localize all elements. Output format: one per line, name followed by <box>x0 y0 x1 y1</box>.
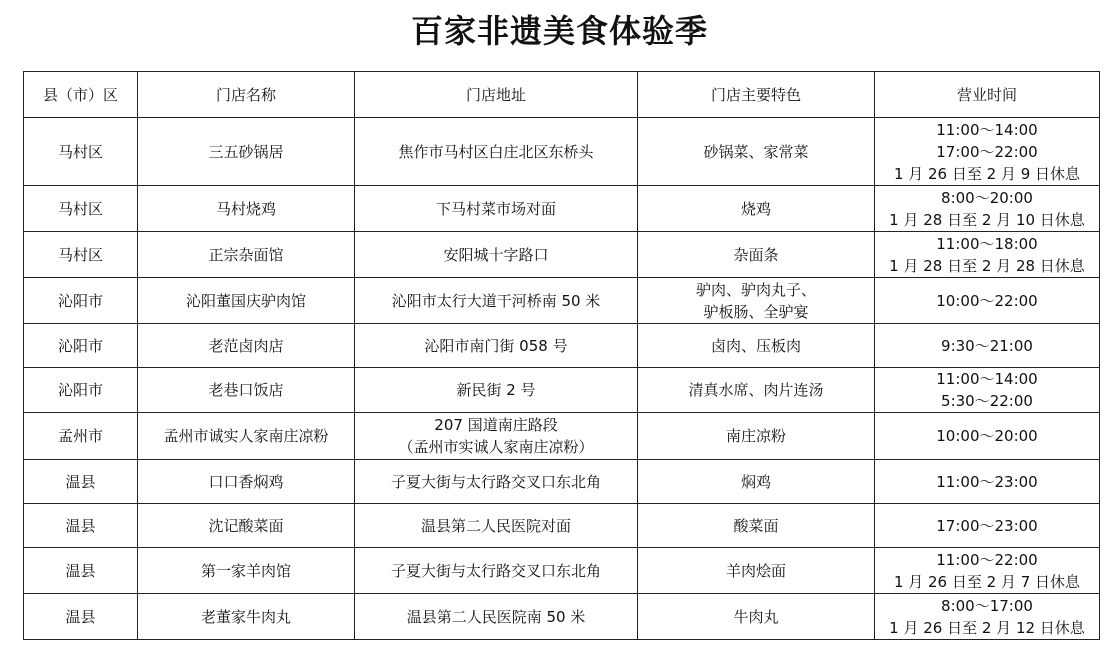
cell-address-line: 温县第二人民医院南 50 米 <box>406 607 586 626</box>
table-row <box>24 278 1100 324</box>
cell-address-line: 沁阳市太行大道干河桥南 50 米 <box>391 291 601 310</box>
table-row <box>24 504 1100 548</box>
cell-hours <box>875 118 1100 186</box>
table-row <box>24 413 1100 460</box>
header-address: 门店地址 <box>355 72 638 118</box>
table-row <box>24 324 1100 368</box>
cell-address <box>355 278 638 324</box>
table-body <box>24 118 1100 640</box>
cell-hours-line: 1 月 26 日至 2 月 9 日休息 <box>893 164 1081 183</box>
cell-address-line: 安阳城十字路口 <box>443 245 549 264</box>
cell-address-line: 207 国道南庄路段 <box>434 416 558 434</box>
cell-hours-line: 11:00～22:00 <box>936 550 1038 569</box>
cell-district: 沁阳市 <box>24 324 138 368</box>
cell-address <box>355 594 638 640</box>
cell-address <box>355 118 638 186</box>
cell-hours-line: 1 月 26 日至 2 月 7 日休息 <box>893 572 1081 591</box>
cell-store-name: 第一家羊肉馆 <box>138 548 355 594</box>
page-title: 百家非遗美食体验季 <box>410 12 708 50</box>
table-row <box>24 368 1100 413</box>
cell-feature <box>638 504 875 548</box>
cell-feature-line: 南庄凉粉 <box>725 427 786 445</box>
cell-hours-line: 1 月 28 日至 2 月 10 日休息 <box>889 210 1085 229</box>
cell-hours <box>875 504 1100 548</box>
cell-hours-line: 11:00～23:00 <box>936 472 1038 491</box>
cell-feature-line: 驴板肠、全驴宴 <box>703 302 809 321</box>
cell-address <box>355 186 638 232</box>
cell-hours-line: 9:30～21:00 <box>941 336 1033 355</box>
cell-address <box>355 548 638 594</box>
restaurant-table <box>23 71 1100 640</box>
cell-address-line: 下马村菜市场对面 <box>435 199 556 218</box>
cell-district: 温县 <box>24 460 138 504</box>
cell-address <box>355 324 638 368</box>
table-row <box>24 548 1100 594</box>
cell-feature-line: 牛肉丸 <box>733 607 779 626</box>
cell-district: 马村区 <box>24 186 138 232</box>
cell-address <box>355 460 638 504</box>
cell-address <box>355 413 638 460</box>
cell-address-line: 温县第二人民医院对面 <box>420 516 571 535</box>
header-hours: 营业时间 <box>875 72 1100 118</box>
cell-feature-line: 酸菜面 <box>733 516 779 535</box>
header-feature: 门店主要特色 <box>638 72 875 118</box>
cell-hours-line: 8:00～20:00 <box>941 188 1033 207</box>
cell-feature-line: 砂锅菜、家常菜 <box>703 142 809 161</box>
cell-feature <box>638 118 875 186</box>
cell-feature-line: 羊肉烩面 <box>725 561 786 580</box>
cell-hours <box>875 368 1100 413</box>
cell-feature-line: 焖鸡 <box>740 472 771 491</box>
cell-feature <box>638 413 875 460</box>
cell-feature <box>638 368 875 413</box>
cell-hours <box>875 594 1100 640</box>
cell-feature <box>638 186 875 232</box>
cell-address-line: 子夏大街与太行路交叉口东北角 <box>390 472 601 491</box>
table-row <box>24 186 1100 232</box>
cell-feature <box>638 232 875 278</box>
table-row <box>24 594 1100 640</box>
cell-address-line: （孟州市实诚人家南庄凉粉） <box>398 438 594 456</box>
cell-address-line: 新民街 2 号 <box>456 381 536 399</box>
cell-hours <box>875 548 1100 594</box>
cell-store-name: 沈记酸菜面 <box>138 504 355 548</box>
cell-feature-line: 烧鸡 <box>740 199 771 218</box>
cell-feature <box>638 548 875 594</box>
cell-address-line: 焦作市马村区白庄北区东桥头 <box>398 142 594 161</box>
cell-address <box>355 504 638 548</box>
cell-hours <box>875 324 1100 368</box>
cell-store-name: 老董家牛肉丸 <box>138 594 355 640</box>
cell-store-name: 三五砂锅居 <box>138 118 355 186</box>
cell-hours-line: 11:00～14:00 <box>936 120 1038 139</box>
cell-hours-line: 1 月 28 日至 2 月 28 日休息 <box>889 256 1085 275</box>
cell-hours-line: 8:00～17:00 <box>941 596 1033 615</box>
cell-hours <box>875 278 1100 324</box>
cell-district: 孟州市 <box>24 413 138 460</box>
table-row <box>24 232 1100 278</box>
cell-hours-line: 10:00～22:00 <box>936 291 1038 310</box>
cell-feature <box>638 460 875 504</box>
cell-hours <box>875 232 1100 278</box>
cell-feature <box>638 278 875 324</box>
cell-feature-line: 杂面条 <box>733 245 779 264</box>
cell-address-line: 子夏大街与太行路交叉口东北角 <box>390 561 601 580</box>
cell-address <box>355 232 638 278</box>
cell-store-name: 孟州市诚实人家南庄凉粉 <box>138 413 355 460</box>
cell-hours <box>875 186 1100 232</box>
cell-district: 沁阳市 <box>24 368 138 413</box>
table-row <box>24 118 1100 186</box>
cell-feature-line: 驴肉、驴肉丸子、 <box>695 280 816 299</box>
cell-hours-line: 17:00～22:00 <box>936 142 1038 161</box>
cell-address <box>355 368 638 413</box>
cell-feature <box>638 594 875 640</box>
cell-hours <box>875 413 1100 460</box>
cell-store-name: 老巷口饭店 <box>138 368 355 413</box>
cell-hours <box>875 460 1100 504</box>
cell-district: 温县 <box>24 504 138 548</box>
cell-hours-line: 17:00～23:00 <box>936 516 1038 535</box>
cell-hours-line: 11:00～14:00 <box>936 370 1038 388</box>
table-row <box>24 460 1100 504</box>
cell-store-name: 正宗杂面馆 <box>138 232 355 278</box>
cell-hours-line: 1 月 26 日至 2 月 12 日休息 <box>889 618 1085 637</box>
cell-address-line: 沁阳市南门街 058 号 <box>424 336 568 355</box>
cell-feature-line: 卤肉、压板肉 <box>710 336 801 355</box>
cell-district: 沁阳市 <box>24 278 138 324</box>
cell-feature <box>638 324 875 368</box>
cell-district: 温县 <box>24 594 138 640</box>
cell-district: 马村区 <box>24 118 138 186</box>
cell-store-name: 沁阳董国庆驴肉馆 <box>138 278 355 324</box>
cell-feature-line: 清真水席、肉片连汤 <box>688 381 824 399</box>
cell-store-name: 马村烧鸡 <box>138 186 355 232</box>
cell-district: 温县 <box>24 548 138 594</box>
header-row <box>24 72 1100 118</box>
header-store-name: 门店名称 <box>138 72 355 118</box>
cell-hours-line: 10:00～20:00 <box>936 427 1038 445</box>
cell-district: 马村区 <box>24 232 138 278</box>
cell-store-name: 口口香焖鸡 <box>138 460 355 504</box>
cell-store-name: 老范卤肉店 <box>138 324 355 368</box>
cell-hours-line: 5:30～22:00 <box>941 392 1033 410</box>
header-district: 县（市）区 <box>24 72 138 118</box>
cell-hours-line: 11:00～18:00 <box>936 234 1038 253</box>
